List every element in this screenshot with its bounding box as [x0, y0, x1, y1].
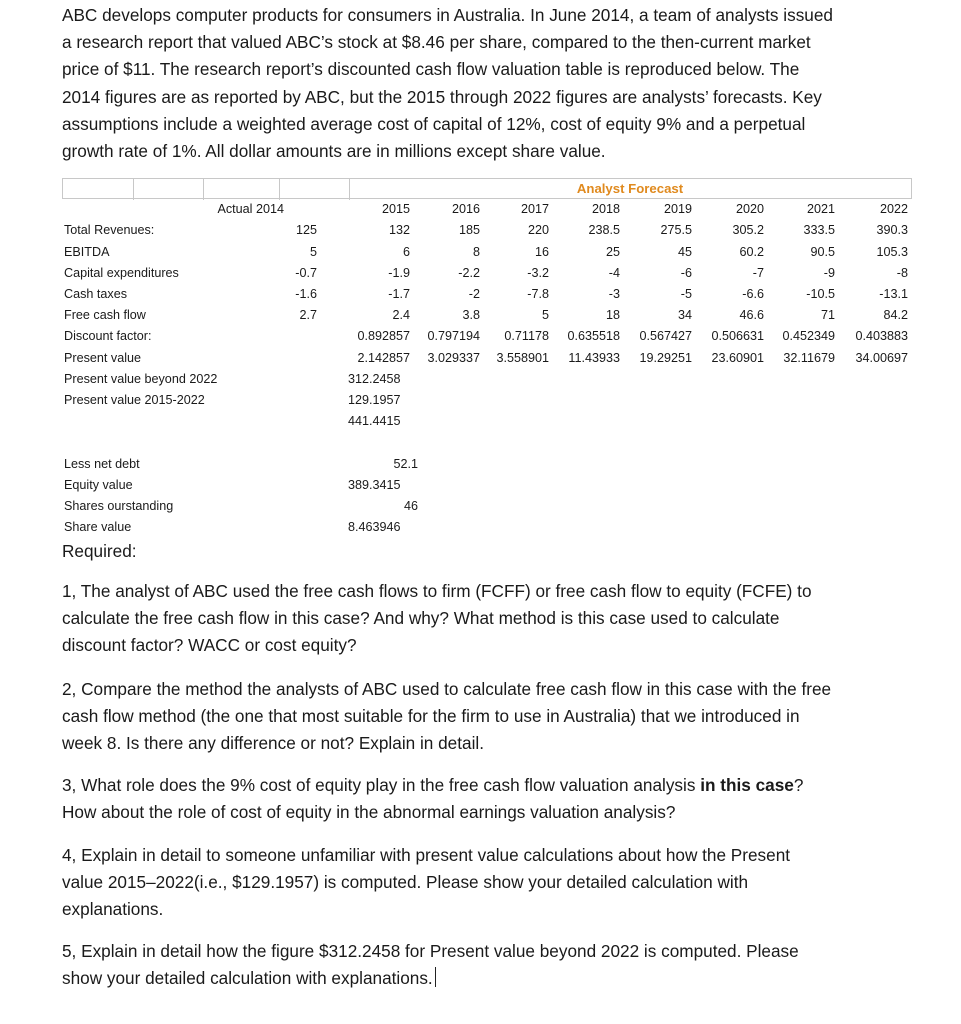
- dcf-valuation-table: [62, 178, 912, 535]
- intro-line: growth rate of 1%. All dollar amounts are in millions except share value.: [62, 141, 606, 162]
- discount-factor-cell: 0.797194: [427, 329, 480, 344]
- intro-line: assumptions include a weighted average cost of capital of 12%, cost of equity 9% and a perpetual: [62, 113, 806, 134]
- year-header: 2015: [381, 202, 410, 217]
- present-value-cell: 11.43933: [568, 350, 620, 365]
- row-label: EBITDA: [64, 244, 110, 259]
- year-header: 2017: [520, 202, 549, 217]
- row-label: Cash taxes: [64, 287, 127, 301]
- question-line: calculate the free cash flow in this case? And why? What method is this case used to calculate: [62, 608, 780, 629]
- present-value-cell: 34.00697: [855, 350, 908, 365]
- question-line-text: show your detailed calculation with explanations.: [62, 968, 433, 989]
- forecast-cell: 46.6: [739, 308, 764, 323]
- forecast-cell: 34: [677, 308, 692, 323]
- discount-factor-cell: 0.892857: [357, 329, 410, 344]
- summary-value: 312.2458: [348, 371, 401, 386]
- forecast-cell: 390.3: [876, 223, 908, 238]
- summary-value: 129.1957: [348, 393, 401, 407]
- actual-cell: 2.7: [299, 308, 317, 323]
- forecast-cell: 71: [820, 308, 835, 323]
- year-header: 2022: [879, 202, 908, 217]
- question-1: [62, 578, 922, 660]
- summary-value: 8.463946: [348, 520, 401, 535]
- actual-cell: 5: [309, 244, 317, 259]
- summary-label: Shares ourstanding: [64, 499, 174, 513]
- intro-line: a research report that valued ABC’s stock at $8.46 per share, compared to the then-current market: [62, 32, 811, 53]
- question-line: discount factor? WACC or cost equity?: [62, 635, 357, 656]
- intro-paragraph: [62, 2, 922, 165]
- forecast-cell: 60.2: [739, 244, 764, 259]
- question-line: explanations.: [62, 899, 164, 920]
- intro-line: ABC develops computer products for consumers in Australia. In June 2014, a team of analysts issued: [62, 5, 833, 25]
- present-value-cell: 23.60901: [711, 350, 764, 365]
- question-line: 1, The analyst of ABC used the free cash flows to firm (FCFF) or free cash flow to equity (FCFE) to: [62, 581, 812, 601]
- question-5[interactable]: [62, 938, 922, 992]
- row-label: Total Revenues:: [64, 223, 155, 238]
- present-value-cell: 19.29251: [639, 350, 692, 365]
- year-header: 2018: [591, 202, 620, 217]
- forecast-cell: 84.2: [883, 308, 908, 323]
- forecast-cell: 2.4: [392, 308, 410, 323]
- present-value-cell: 3.558901: [496, 350, 549, 365]
- present-value-cell: 2.142857: [357, 350, 410, 365]
- year-header: 2021: [806, 202, 835, 217]
- row-label: Present value: [64, 350, 142, 365]
- question-line: week 8. Is there any difference or not? Explain in detail.: [62, 733, 484, 754]
- question-line: 4, Explain in detail to someone unfamiliar with present value calculations about how the Present: [62, 845, 791, 865]
- forecast-cell: -3.2: [527, 265, 549, 280]
- question-line: [62, 965, 922, 992]
- forecast-cell: -7.8: [527, 287, 549, 301]
- row-label: Capital expenditures: [64, 265, 179, 280]
- summary-label: Equity value: [64, 477, 133, 492]
- forecast-cell: 185: [458, 223, 480, 238]
- actual-2014-header: Actual 2014: [217, 202, 284, 217]
- forecast-cell: 16: [534, 244, 549, 259]
- summary-value: 46: [403, 499, 418, 513]
- forecast-cell: -5: [680, 287, 692, 301]
- discount-factor-cell: 0.506631: [711, 329, 764, 344]
- forecast-cell: -8: [896, 265, 908, 280]
- question-line: How about the role of cost of equity in the abnormal earnings valuation analysis?: [62, 802, 676, 823]
- forecast-cell: 18: [605, 308, 620, 323]
- summary-label: Less net debt: [64, 456, 140, 471]
- text-cursor: [435, 967, 436, 987]
- forecast-cell: -4: [608, 265, 620, 280]
- question-line: 5, Explain in detail how the figure $312.2458 for Present value beyond 2022 is computed. Please: [62, 941, 799, 961]
- summary-label: Present value 2015-2022: [64, 393, 205, 407]
- forecast-cell: 8: [472, 244, 480, 259]
- year-header: 2019: [663, 202, 692, 217]
- forecast-cell: 105.3: [876, 244, 908, 259]
- forecast-cell: 90.5: [810, 244, 835, 259]
- q3-text: 3, What role does the 9% cost of equity play in the free cash flow valuation analysis: [62, 775, 701, 795]
- forecast-cell: -2.2: [458, 265, 480, 280]
- forecast-cell: 275.5: [660, 223, 692, 238]
- forecast-cell: -13.1: [879, 287, 908, 301]
- question-line: cash flow method (the one that most suitable for the firm to use in Australia) that we introduced in: [62, 706, 800, 727]
- forecast-cell: 25: [605, 244, 620, 259]
- forecast-cell: 333.5: [803, 223, 835, 238]
- question-4: [62, 842, 922, 924]
- forecast-cell: 132: [388, 223, 410, 238]
- intro-line: 2014 figures are as reported by ABC, but the 2015 through 2022 figures are analysts’ forecasts. Key: [62, 86, 822, 107]
- intro-line: price of $11. The research report’s discounted cash flow valuation table is reproduced below. The: [62, 59, 800, 80]
- forecast-cell: 5: [541, 308, 549, 323]
- present-value-cell: 32.11679: [783, 350, 835, 365]
- discount-factor-cell: 0.452349: [782, 329, 835, 344]
- forecast-cell: 3.8: [462, 308, 480, 323]
- actual-cell: -0.7: [295, 265, 317, 280]
- forecast-cell: -2: [468, 287, 480, 301]
- forecast-cell: 305.2: [732, 223, 764, 238]
- q3-bold-text: in this case: [700, 775, 794, 795]
- question-line: 2, Compare the method the analysts of ABC used to calculate free cash flow in this case with the free: [62, 679, 832, 699]
- forecast-cell: -6.6: [742, 287, 764, 301]
- forecast-cell: -7: [752, 265, 764, 280]
- question-line: [62, 772, 922, 799]
- forecast-cell: -1.7: [388, 287, 410, 301]
- summary-label: Share value: [64, 520, 132, 535]
- q3-text-end: ?: [793, 775, 804, 795]
- actual-cell: -1.6: [295, 287, 317, 301]
- forecast-cell: -10.5: [806, 287, 835, 301]
- row-label: Free cash flow: [64, 308, 146, 323]
- summary-label: Present value beyond 2022: [64, 371, 218, 386]
- discount-factor-cell: 0.635518: [567, 329, 620, 344]
- question-3: [62, 772, 922, 826]
- forecast-cell: 220: [527, 223, 549, 238]
- row-label: Discount factor:: [64, 329, 152, 344]
- year-header: 2016: [451, 202, 480, 217]
- forecast-cell: -1.9: [388, 265, 410, 280]
- analyst-forecast-heading: Analyst Forecast: [576, 181, 684, 196]
- forecast-cell: -9: [823, 265, 835, 280]
- summary-value: 389.3415: [348, 477, 401, 492]
- discount-factor-cell: 0.567427: [639, 329, 692, 344]
- actual-cell: 125: [295, 223, 317, 238]
- forecast-cell: 238.5: [588, 223, 620, 238]
- forecast-cell: -6: [680, 265, 692, 280]
- summary-value: 441.4415: [348, 414, 401, 429]
- question-line: value 2015–2022(i.e., $129.1957) is computed. Please show your detailed calculation with: [62, 872, 749, 893]
- required-heading: Required:: [62, 541, 137, 561]
- forecast-cell: 6: [402, 244, 410, 259]
- summary-value: 52.1: [393, 456, 418, 471]
- discount-factor-cell: 0.403883: [855, 329, 908, 344]
- discount-factor-cell: 0.71178: [504, 329, 549, 344]
- forecast-cell: 45: [677, 244, 692, 259]
- present-value-cell: 3.029337: [427, 350, 480, 365]
- question-2: [62, 676, 922, 758]
- year-header: 2020: [735, 202, 764, 217]
- forecast-cell: -3: [608, 287, 620, 301]
